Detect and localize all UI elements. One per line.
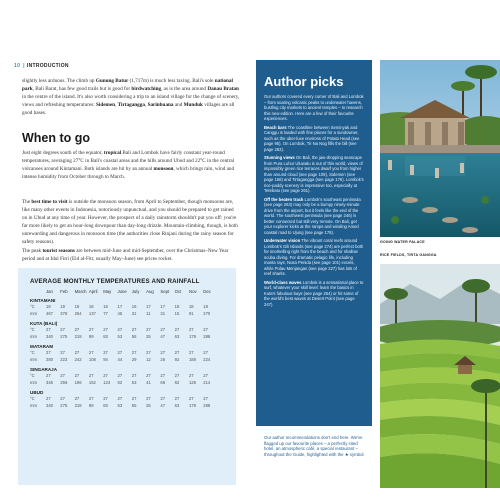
table-cell: 27 [103,396,108,401]
best-time-paragraph: The best time to visit is outside the monsoon season, from April to September, though monsoons are, like many other events in Indonesia, notoriously unpunctual, and you should be prepared to get rained on in Ubud at any time of year. However, the prospect of a daily rainstorm shouldn't put you off: you're far more likely to get an hour-long downpour than day-long drizzle. Mountain-climbing, though, is both unrewarding and dangerous in monsoon time (the authorities close Rinjani during the rainy season for safety reasons). [22,199,238,245]
table-cell: 27 [88,327,94,332]
running-head [14,63,69,69]
place-name: SINGARAJA [30,367,58,372]
table-cell: 179 [188,402,196,408]
table-cell: 62 [117,379,123,385]
table-cell: 27 [46,327,51,332]
table-cell: 18 [174,304,180,309]
table-cell: 17 [146,304,151,309]
water-palace-photo [380,60,500,237]
rainfall-row [30,357,224,364]
author-pick-heading: Off the beaten track [264,196,304,202]
table-cell: 275 [60,402,68,408]
table-cell: 27 [188,373,194,378]
author-pick-item [264,280,365,308]
month-header-row [30,289,224,294]
table-cell: 27 [131,396,137,401]
author-pick-heading: Beach bars [264,124,287,130]
place-name: MATARAM [30,344,54,349]
author-picks-intro: Our authors covered every corner of Bali and Lombok – from soaring volcanic peaks to underwater havens, bustling city markets to ancient temples – to research this new edition. Here are a few of their favourite experiences. [264,94,364,121]
table-cell: 467 [46,310,53,316]
table-cell: 27 [131,350,137,355]
table-cell: 275 [60,333,68,339]
month-label: Jan [46,289,53,294]
place-name: KUTA (BALI) [30,321,58,326]
table-cell: 25 [146,333,151,339]
rainfall-row [30,380,224,387]
table-cell: 137 [88,310,96,316]
table-cell: 27 [46,396,51,401]
table-cell: 27 [203,396,208,401]
table-cell: 27 [160,373,166,378]
table-cell: 27 [60,396,65,401]
table-cell: 27 [117,373,123,378]
table-cell: 224 [203,356,211,362]
water-palace-image [380,60,500,237]
table-cell: 27 [74,350,80,355]
table-cell: 214 [203,379,211,385]
table-cell: 17 [117,304,123,309]
table-cell: 27 [174,327,180,332]
author-pick-text: On Bali, the jaw-dropping seascape from Pura Luhur Uluwatu is out of this world, views of impossibly green rice terraces dwarf you from higher than around cloud (see page 108), Sidemen (see page 168) and Tirtagangga (see page 176). Lombok's rice-paddy scenery is impressive too, especially at Tetebatu (see page 261). [264,155,364,193]
table-cell: 108 [88,356,96,362]
author-pick-heading: Underwater vision [264,238,301,243]
table-cell: 16 [131,304,137,309]
table-cell: 188 [188,356,196,362]
table-cell: 340 [46,402,53,408]
unit-label: mm [30,379,37,385]
author-pick-text: The vibrant coral reefs around Lombok's Gili Islands (see page 274) are perfect both for snorkelling right from the beach and for shallow scuba diving. For dramatic pelagic life, including manta rays, Nusa Penida (see page 101) excels, while Pulau Menjangan (see page 227) has lots of reef sharks. [264,238,364,276]
rainfall-row [30,403,224,410]
table-cell: 29 [131,356,137,362]
table-cell: 27 [88,396,94,401]
table-cell: 27 [46,373,51,378]
unit-label: °C [30,327,35,332]
table-cell: 128 [188,379,196,385]
table-cell: 27 [146,327,151,332]
author-pick-item [264,238,365,277]
table-cell: 12 [146,356,151,362]
rainfall-row [30,311,224,318]
author-pick-text: Lombok's southeast peninsula (see page 263) may only be a bumpy ninety-minute drive from the airport, but it feels like the end of the world. The southwest peninsula (see page 246) is better connected but still very remote. On Bali, get your explorer kicks at the ramps and winding Amed coastal road to Ujung (see page 178). [264,196,361,235]
unit-label: °C [30,304,35,309]
table-cell: 63 [174,402,180,408]
author-picks-panel [256,60,372,488]
month-label: Nov [188,289,197,294]
month-label: Dec [203,289,211,294]
table-cell: 346 [46,379,53,385]
month-header-spacer [30,289,46,294]
rainfall-row [30,334,224,341]
month-label: March [74,289,87,294]
table-cell: 27 [88,373,94,378]
table-cell: 123 [103,379,111,385]
table-cell: 27 [160,396,166,401]
climate-paragraph: Just eight degrees south of the equator, tropical Bali and Lombok have fairly constant year-round temperatures, averaging 27°C in Bali's coastal areas and the hills around Ubud and 22°C in the central volcanoes around Kintamani. Both islands are hit by an annual monsoon, which brings rain, wind and intense humidity from October through to March. [22,150,235,180]
caption-water-palace: GOING WATER PALACE [380,240,425,244]
rice-terraces-photo [380,264,500,488]
table-cell: 179 [188,333,196,339]
table-cell: 27 [74,373,80,378]
author-pick-item [264,197,365,236]
table-cell: 25 [146,402,151,408]
place-name: KINTAMANI [30,298,56,303]
table-cell: 91 [188,310,194,316]
table-cell: 27 [203,373,208,378]
table-cell: 196 [74,379,82,385]
table-cell: 83 [103,402,108,408]
star-icon: ★ [344,451,349,457]
table-cell: 340 [46,333,53,339]
table-cell: 27 [74,327,80,332]
table-cell: 47 [160,333,166,339]
table-cell: 27 [117,327,123,332]
month-label: Oct [174,289,182,294]
author-pick-heading: World-class waves [264,279,302,285]
table-cell: 27 [203,327,208,332]
table-cell: 264 [74,310,82,316]
table-cell: 280 [46,356,53,362]
table-cell: 44 [117,356,123,362]
table-cell: 27 [46,350,51,355]
table-cell: 18 [60,304,65,309]
table-cell: 53 [131,379,137,385]
table-cell: 27 [88,350,94,355]
temperature-rainfall-table [18,268,236,485]
place-rows [30,298,224,409]
table-cell: 99 [88,333,94,339]
table-cell: 27 [160,327,166,332]
table-cell: 41 [146,379,151,385]
author-pick-item [264,155,365,194]
month-label: Sept [160,289,170,294]
table-cell: 68 [160,379,166,385]
table-cell: 223 [60,356,68,362]
table-cell: 27 [131,373,137,378]
table-cell: 17 [160,304,166,309]
table-cell: 31 [160,310,166,316]
unit-label: mm [30,402,37,408]
table-cell: 27 [188,396,194,401]
table-cell: 27 [174,373,180,378]
author-pick-text: The coastline between Seminyak and Canggu is loaded with fine places for a sundowner, such as the uber-luxe environs of Potato Head (see page 95). On Lombok, Tir Na Nog fills the bill (see page 283). [264,124,360,152]
table-cell: 27 [188,350,194,355]
author-pick-heading: Stunning views [264,155,295,160]
table-cell: 27 [103,373,108,378]
month-label: June [117,289,127,294]
rice-terraces-image [380,264,500,488]
table-cell: 18 [74,304,80,309]
month-label: Aug [146,289,154,294]
table-cell: 27 [60,373,65,378]
place-name: UBUD [30,390,44,395]
author-picks-title: Author picks [264,74,344,89]
table-cell: 27 [146,396,151,401]
table-cell: 18 [88,304,94,309]
table-cell: 288 [203,333,211,339]
intro-paragraph: slightly less arduous. The climb up Gunung Batur (1,717m) is much less taxing. Bali's sole national park, Bali Barat, has few good trails but is good for birdwatching, as is the area around Danau Bratan in the centre of the island. It's also worth considering a trip to an island village for the change of scenery, views and refreshing temperatures: Sidemen, Tirtagangga, Sarinbuana and Munduk villages are all good bases. [22,78,240,116]
table-cell: 99 [88,402,94,408]
table-cell: 18 [188,304,194,309]
author-picks-footer [256,426,372,488]
month-label: May [103,289,112,294]
table-cell: 256 [60,379,68,385]
table-cell: 63 [174,333,180,339]
tourist-season-paragraph: The peak tourist seasons are between mid-June and mid-September, over the Christmas–New Year period and at Idul Fitri (Eid al-Fitr, usually May–June) see prices rocket. [22,248,229,262]
table-cell: 55 [131,333,137,339]
table-cell: 18 [203,304,208,309]
table-cell: 15 [174,310,180,316]
month-label: July [131,289,140,294]
table-cell: 62 [174,379,180,385]
table-cell: 53 [117,402,123,408]
table-cell: 11 [146,310,151,316]
table-cell: 27 [103,327,108,332]
table-cell: 27 [74,396,80,401]
table-cell: 27 [60,327,65,332]
table-cell: 83 [103,333,108,339]
author-pick-item [264,125,365,153]
table-cell: 27 [103,350,108,355]
table-cell: 27 [203,350,208,355]
table-cell: 288 [203,402,211,408]
table-cell: 378 [60,310,68,316]
unit-label: °C [30,373,35,378]
table-cell: 218 [74,402,82,408]
table-cell: 94 [103,356,108,362]
table-cell: 27 [60,350,65,355]
unit-label: mm [30,310,37,316]
unit-label: °C [30,396,35,401]
running-head-separator: | [23,63,25,69]
table-cell: 92 [174,356,180,362]
table-cell: 53 [117,333,123,339]
author-picks-list [264,125,365,308]
table-cell: 27 [174,350,180,355]
author-picks-footer-text: Our author recommendations don't end here. We've flagged up our favourite places – a perfectly sited hotel, an atmospheric café, a special restaurant – throughout the Guide, highlighted with the ★ symbol. [264,435,365,457]
table-cell: 27 [131,327,137,332]
table-cell: 27 [188,327,194,332]
table-title: AVERAGE MONTHLY TEMPERATURES AND RAINFALL [30,278,200,285]
table-cell: 26 [160,356,166,362]
table-cell: 47 [160,402,166,408]
table-cell: 55 [131,402,137,408]
table-cell: 18 [103,304,108,309]
table-cell: 31 [131,310,137,316]
table-cell: 27 [146,350,151,355]
unit-label: mm [30,356,37,362]
right-page [250,0,500,500]
table-cell: 77 [103,310,108,316]
table-cell: 242 [74,356,82,362]
table-cell: 270 [203,310,211,316]
table-cell: 45 [117,310,123,316]
table-cell: 152 [88,379,96,385]
caption-rice-fields: RICE FIELDS, TIRTA GANGGA [380,253,437,257]
author-pick-text: Lombok is a sensational place to surf, whatever your skill level: learn the basics in Kuta's fabulous bays (see page 264) or hit some of the world's best waves at Desert Point (see page 247). [264,279,364,307]
month-label: April [88,289,98,294]
when-to-go-heading: When to go [22,131,91,145]
page-number: 10 [14,63,21,69]
section-title: INTRODUCTION [26,63,69,69]
table-cell: 18 [46,304,51,309]
month-label: Feb [60,289,68,294]
table-cell: 27 [117,350,123,355]
table-cell: 218 [74,333,82,339]
unit-label: °C [30,350,35,355]
table-cell: 27 [146,373,151,378]
table-cell: 27 [160,350,166,355]
table-cell: 27 [117,396,123,401]
unit-label: mm [30,333,37,339]
table-cell: 27 [174,396,180,401]
